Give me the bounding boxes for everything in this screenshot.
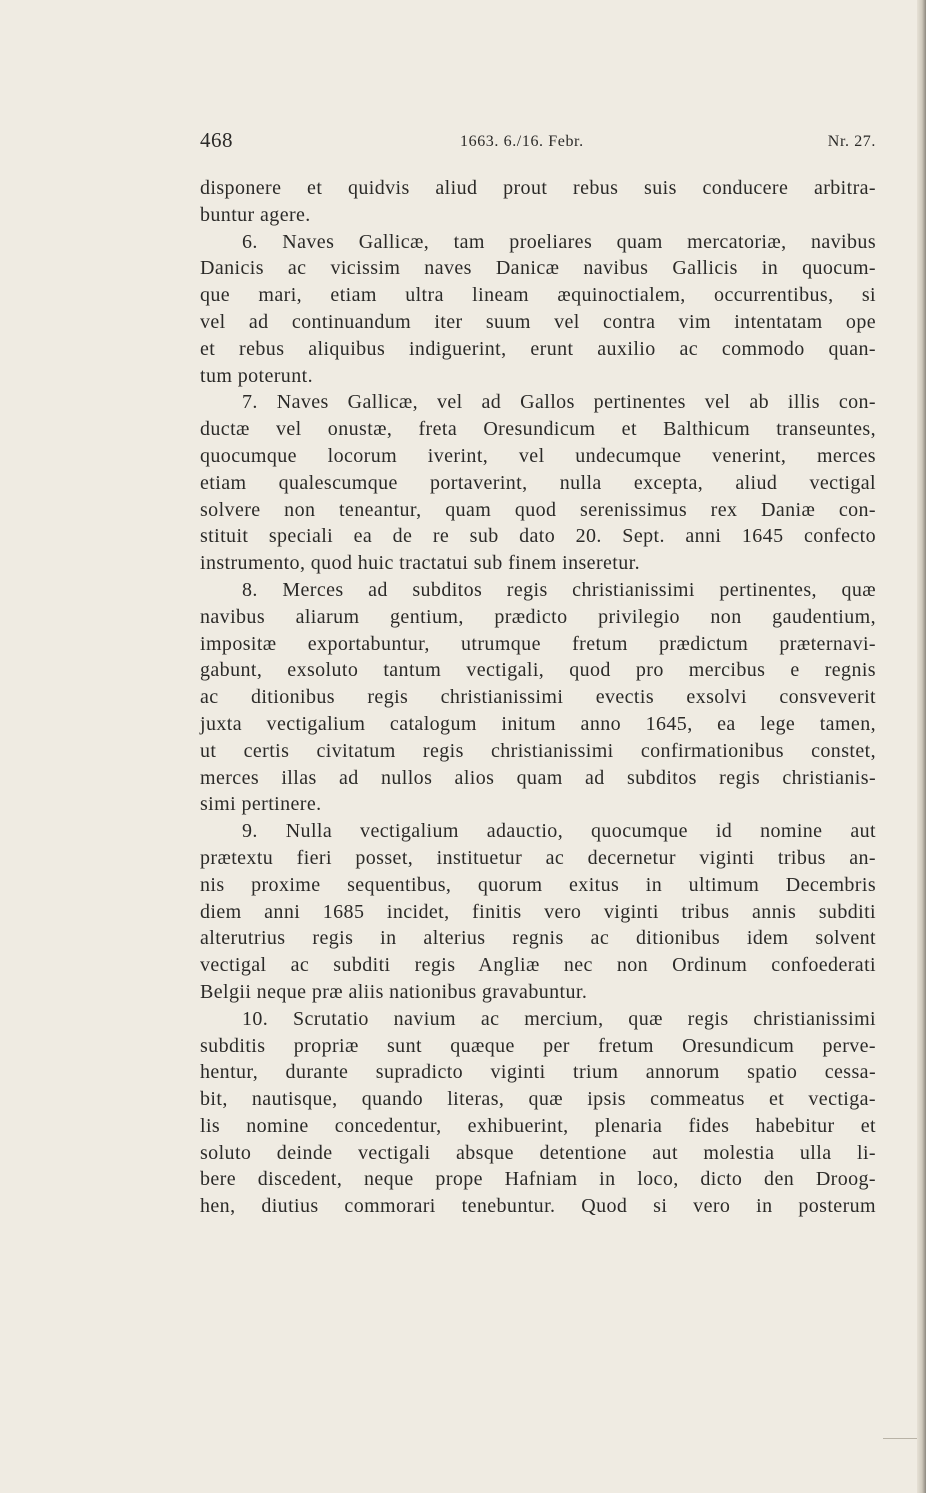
text-line: merces illas ad nullos alios quam ad subditos regis christianis- [200,766,876,789]
running-date: 1663. 6./16. Febr. [460,133,584,150]
text-line: 8. Merces ad subditos regis christianissimi pertinentes, quæ [242,578,876,601]
text-line: etiam qualescumque portaverint, nulla excepta, aliud vectigal [200,471,876,494]
text-line: 7. Naves Gallicæ, vel ad Gallos pertinentes vel ab illis con- [242,391,876,414]
text-line: stituit speciali ea de re sub dato 20. Sept. anni 1645 confecto [200,525,876,548]
text-line: simi pertinere. [200,793,322,816]
text-line: 6. Naves Gallicæ, tam proeliares quam mercatoriæ, navibus [242,230,876,253]
document-number: Nr. 27. [827,133,876,150]
text-line: ut certis civitatum regis christianissimi confirmationibus constet, [200,739,876,762]
text-line: buntur agere. [200,203,311,226]
body-text [200,175,876,1220]
page-edge [917,0,926,1493]
text-line: instrumento, quod huic tractatui sub finem inseretur. [200,552,640,575]
text-line: disponere et quidvis aliud prout rebus suis conducere arbitra- [200,177,876,199]
text-line: alterutrius regis in alterius regnis ac ditionibus idem solvent [200,927,876,950]
text-line: vel ad continuandum iter suum vel contra vim intentatam ope [200,310,876,333]
text-line: juxta vectigalium catalogum initum anno 1645, ea lege tamen, [200,712,876,735]
text-line: hen, diutius commorari tenebuntur. Quod si vero in posterum [200,1195,876,1218]
text-line: diem anni 1685 incidet, finitis vero viginti tribus annis subditi [200,900,876,923]
text-line: soluto deinde vectigali absque detentione aut molestia ulla li- [200,1141,876,1164]
text-line: bit, nautisque, quando literas, quæ ipsis commeatus et vectiga- [200,1088,876,1111]
text-line: que mari, etiam ultra lineam æquinoctialem, occurrentibus, si [200,284,876,307]
text-line: ac ditionibus regis christianissimi evectis exsolvi consveverit [200,686,876,709]
text-line: impositæ exportabuntur, utrumque fretum prædictum præternavi- [200,632,876,655]
text-line: tum poterunt. [200,364,313,387]
text-line: gabunt, exsoluto tantum vectigali, quod pro mercibus e regnis [200,659,876,682]
text-line: 9. Nulla vectigalium adauctio, quocumque id nomine aut [242,820,876,843]
text-line: ductæ vel onustæ, freta Oresundicum et Balthicum transeuntes, [200,418,876,441]
text-line: Danicis ac vicissim naves Danicæ navibus Gallicis in quocum- [200,257,876,280]
text-line: prætextu fieri posset, instituetur ac decernetur viginti tribus an- [200,846,876,869]
text-line: subditis propriæ sunt quæque per fretum Oresundicum perve- [200,1034,876,1057]
text-line: nis proxime sequentibus, quorum exitus in ultimum Decembris [200,873,876,896]
text-line: et rebus aliquibus indiguerint, erunt auxilio ac commodo quan- [200,337,876,360]
text-line: hentur, durante supradicto viginti trium annorum spatio cessa- [200,1061,876,1084]
page-number: 468 [200,128,233,152]
text-line: quocumque locorum iverint, vel undecumque venerint, merces [200,444,876,467]
text-line: Belgii neque præ aliis nationibus gravabuntur. [200,980,588,1003]
text-line: navibus aliarum gentium, prædicto privilegio non gaudentium, [200,605,876,628]
text-line: bere discedent, neque prope Hafniam in loco, dicto den Droog- [200,1168,876,1191]
edge-mark [883,1438,917,1439]
text-line: 10. Scrutatio navium ac mercium, quæ regis christianissimi [242,1007,876,1030]
text-line: lis nomine concedentur, exhibuerint, plenaria fides habebitur et [200,1114,876,1137]
text-line: solvere non teneantur, quam quod serenissimus rex Daniæ con- [200,498,876,521]
running-header [200,128,876,158]
text-line: vectigal ac subditi regis Angliæ nec non Ordinum confoederati [200,954,876,977]
